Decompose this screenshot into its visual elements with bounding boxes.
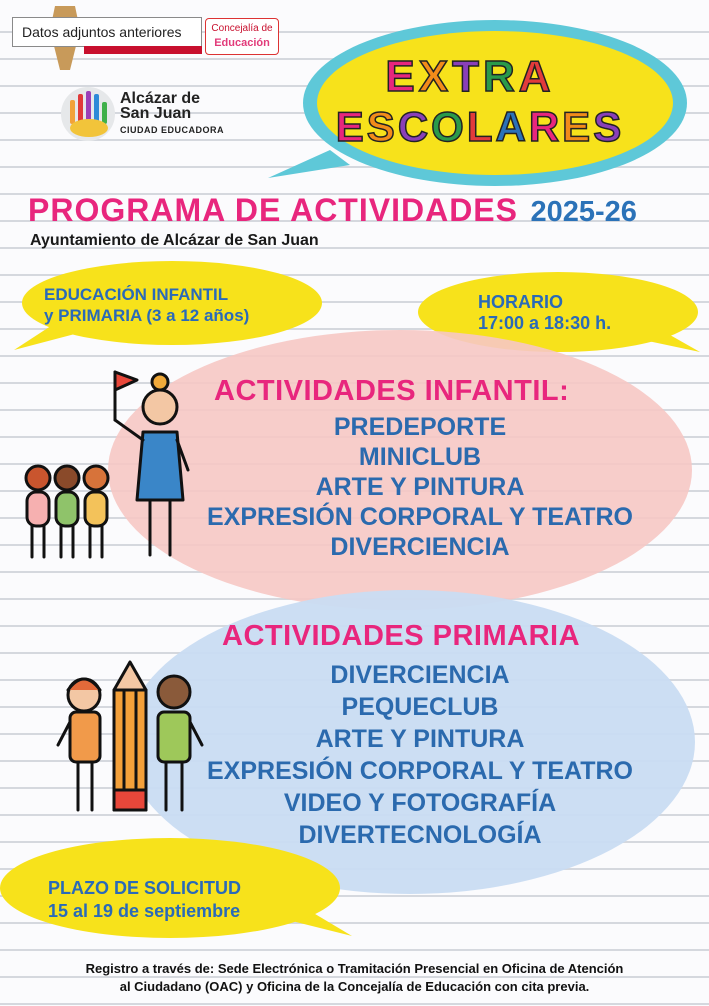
footer-line1: Registro a través de: Sede Electrónica o Tramitación Presencial en Oficina de Atención xyxy=(85,961,624,976)
badge-line2 xyxy=(336,103,624,150)
registration-footer xyxy=(0,960,709,996)
primaria-activity: ARTE Y PINTURA xyxy=(315,725,525,753)
primaria-activity: DIVERCIENCIA xyxy=(330,661,510,689)
deadline-text xyxy=(48,877,241,923)
badge-letter: C xyxy=(397,103,432,150)
primaria-activity: EXPRESIÓN CORPORAL Y TEATRO xyxy=(206,757,633,785)
badge-line1 xyxy=(385,52,554,101)
concejalia-line2: Educación xyxy=(214,37,270,49)
infantil-activity: PREDEPORTE xyxy=(333,413,507,441)
deadline-line2: 15 al 19 de septiembre xyxy=(48,901,241,921)
primaria-activity-list xyxy=(170,659,670,851)
concejalia-line1: Concejalía de xyxy=(211,23,273,34)
program-year: 2025-26 xyxy=(530,196,637,228)
badge-letter: L xyxy=(466,103,496,150)
audience-line2: y PRIMARIA (3 a 12 años) xyxy=(44,306,250,325)
infantil-activity: EXPRESIÓN CORPORAL Y TEATRO xyxy=(206,503,633,531)
city-tagline: CIUDAD EDUCADORA xyxy=(120,125,224,135)
primaria-activity: DIVERTECNOLOGÍA xyxy=(298,821,542,849)
schedule-text xyxy=(478,292,611,334)
badge-letter: T xyxy=(452,52,484,101)
infantil-activity: MINICLUB xyxy=(358,443,482,471)
schedule-line2: 17:00 a 18:30 h. xyxy=(478,313,612,333)
city-logo-text xyxy=(120,91,224,138)
city-name-line1: Alcázar de xyxy=(120,90,201,107)
infantil-activity-list xyxy=(170,412,670,562)
program-title-main: PROGRAMA DE ACTIVIDADES xyxy=(28,192,518,228)
badge-letter: E xyxy=(385,52,419,101)
audience-text xyxy=(44,284,249,326)
badge-letter: A xyxy=(518,52,555,101)
previous-attachments-button[interactable]: Datos adjuntos anteriores xyxy=(12,17,202,47)
badge-letter: A xyxy=(495,103,529,150)
infantil-activity: DIVERCIENCIA xyxy=(330,533,510,561)
badge-letter: S xyxy=(366,103,398,150)
primaria-heading: ACTIVIDADES PRIMARIA xyxy=(222,620,581,652)
badge-letter: E xyxy=(562,103,594,150)
primaria-activity: PEQUECLUB xyxy=(341,693,499,721)
schedule-line1: HORARIO xyxy=(478,292,563,312)
program-subtitle: Ayuntamiento de Alcázar de San Juan xyxy=(30,232,319,249)
primaria-activity: VIDEO Y FOTOGRAFÍA xyxy=(283,789,557,817)
badge-letter: O xyxy=(431,103,467,150)
program-title xyxy=(28,192,637,229)
badge-letter: X xyxy=(418,52,453,101)
badge-letter: R xyxy=(483,52,519,101)
infantil-heading: ACTIVIDADES INFANTIL: xyxy=(214,375,570,407)
concejalia-logo xyxy=(205,18,279,55)
badge-letter: E xyxy=(335,103,367,150)
hand-logo-icon xyxy=(61,87,115,141)
deadline-line1: PLAZO DE SOLICITUD xyxy=(48,878,241,898)
extra-escolares-badge xyxy=(330,36,660,166)
infantil-activity: ARTE Y PINTURA xyxy=(315,473,525,501)
badge-letter: R xyxy=(528,103,563,150)
logo-red-bar xyxy=(84,46,202,54)
audience-line1: EDUCACIÓN INFANTIL xyxy=(44,285,229,304)
city-name-line2: San Juan xyxy=(120,105,192,122)
footer-line2: al Ciudadano (OAC) y Oficina de la Concejalía de Educación con cita previa. xyxy=(119,979,590,994)
badge-letter: S xyxy=(593,103,625,150)
